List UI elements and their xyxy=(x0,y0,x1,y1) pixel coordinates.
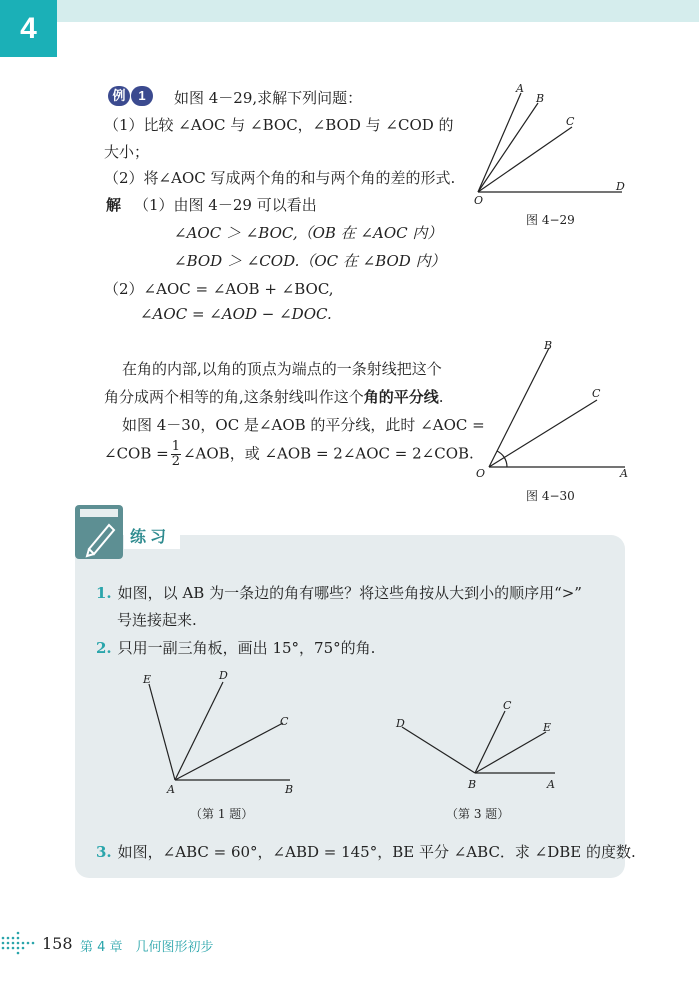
example-badge-label: 例 xyxy=(108,86,130,106)
ray-ob xyxy=(489,348,549,467)
exercise-figure-3-caption: （第 3 题） xyxy=(446,807,510,821)
pencil-notebook-icon xyxy=(75,505,123,559)
ray-ad xyxy=(175,682,223,780)
ray-be xyxy=(475,732,546,773)
figure-4-29-caption: 图 4−29 xyxy=(526,213,575,227)
example-badge xyxy=(108,86,154,106)
bisector-line2-text: 角分成两个相等的角,这条射线叫作这个 xyxy=(104,388,364,406)
exercise-item-1-line2: 号连接起来. xyxy=(117,611,197,629)
label-a: A xyxy=(516,82,524,95)
example-intro: 如图 4－29,求解下列问题： xyxy=(174,89,363,107)
chapter-title: 第 4 章 几何图形初步 xyxy=(80,940,214,955)
exercise-figure-1-caption: （第 1 题） xyxy=(190,807,254,821)
chapter-number-tab: 4 xyxy=(0,0,57,57)
page-number: 158 xyxy=(42,934,73,953)
label-b: B xyxy=(536,92,545,105)
exercise-item-2 xyxy=(96,637,375,658)
label-e: E xyxy=(543,721,552,734)
bisector-line4 xyxy=(104,440,474,469)
figure-4-30-caption: 图 4−30 xyxy=(526,489,575,503)
solution-2-line2: ∠AOC = ∠AOD − ∠DOC. xyxy=(140,305,332,323)
figure-4-30 xyxy=(470,335,640,480)
label-b: B xyxy=(468,778,477,791)
label-a: A xyxy=(167,783,175,796)
label-c: C xyxy=(592,387,601,400)
bisector-line3: 如图 4－30，OC 是∠AOB 的平分线，此时 ∠AOC = xyxy=(122,416,485,434)
item-number: 3. xyxy=(96,843,112,861)
bisector-line1: 在角的内部,以角的顶点为端点的一条射线把这个 xyxy=(122,360,442,378)
bisector-line4-post: ∠AOB，或 ∠AOB = 2∠AOC = 2∠COB. xyxy=(182,444,474,463)
angle-bisector-term: 角的平分线 xyxy=(363,388,439,406)
question-1-line1: （1）比较 ∠AOC 与 ∠BOC，∠BOD 与 ∠COD 的 xyxy=(104,116,454,134)
solution-1-line2: ∠BOD ＞ ∠COD.（OC 在 ∠BOD 内） xyxy=(174,252,446,270)
ray-ae xyxy=(149,684,175,780)
label-o: O xyxy=(474,194,484,207)
solution-1-line1: ∠AOC ＞ ∠BOC,（OB 在 ∠AOC 内） xyxy=(174,224,443,242)
exercise-title: 练习 xyxy=(124,522,180,549)
label-a: A xyxy=(620,467,628,480)
exercise-item-3 xyxy=(96,841,636,862)
exercise-figure-1 xyxy=(135,665,305,800)
item-text: 只用一副三角板，画出 15°，75°的角. xyxy=(117,639,376,657)
figure-4-29 xyxy=(460,80,640,210)
solution-label: 解 xyxy=(106,196,122,214)
exercise-item-1 xyxy=(96,582,582,603)
example-badge-number: 1 xyxy=(131,86,153,106)
solution-1-intro: （1）由图 4－29 可以看出 xyxy=(134,196,317,214)
question-1-line2: 大小； xyxy=(104,143,150,161)
label-c: C xyxy=(566,115,575,128)
label-d: D xyxy=(616,180,625,193)
solution-2-line1: （2）∠AOC = ∠AOB + ∠BOC, xyxy=(104,280,334,298)
ray-ob xyxy=(478,103,538,192)
item-text: 如图，∠ABC = 60°，∠ABD = 145°，BE 平分 ∠ABC．求 ∠DBE 的度数. xyxy=(117,843,636,861)
question-2: （2）将∠AOC 写成两个角的和与两个角的差的形式. xyxy=(104,169,456,187)
label-a: A xyxy=(547,778,555,791)
fraction-denominator: 2 xyxy=(171,454,180,469)
header-band xyxy=(57,0,699,22)
bisector-line2-end: . xyxy=(438,388,444,406)
label-b: B xyxy=(544,339,553,352)
item-text: 如图，以 AB 为一条边的角有哪些？将这些角按从大到小的顺序用“>” xyxy=(117,584,582,602)
label-b: B xyxy=(285,783,294,796)
dot-pattern-icon xyxy=(0,930,36,958)
ray-bd xyxy=(402,727,475,773)
label-d: D xyxy=(396,717,405,730)
fraction-numerator: 1 xyxy=(171,439,180,454)
label-o: O xyxy=(476,467,486,480)
ray-oc xyxy=(489,400,597,467)
bisector-line4-pre: ∠COB = xyxy=(104,444,169,463)
label-c: C xyxy=(280,715,289,728)
item-number: 2. xyxy=(96,639,112,657)
exercise-figure-3 xyxy=(390,695,565,800)
label-d: D xyxy=(219,669,228,682)
item-number: 1. xyxy=(96,584,112,602)
fraction-one-half xyxy=(171,440,181,469)
ray-ac xyxy=(175,723,283,780)
label-e: E xyxy=(143,673,152,686)
bisector-line2 xyxy=(104,386,444,407)
label-c: C xyxy=(503,699,512,712)
